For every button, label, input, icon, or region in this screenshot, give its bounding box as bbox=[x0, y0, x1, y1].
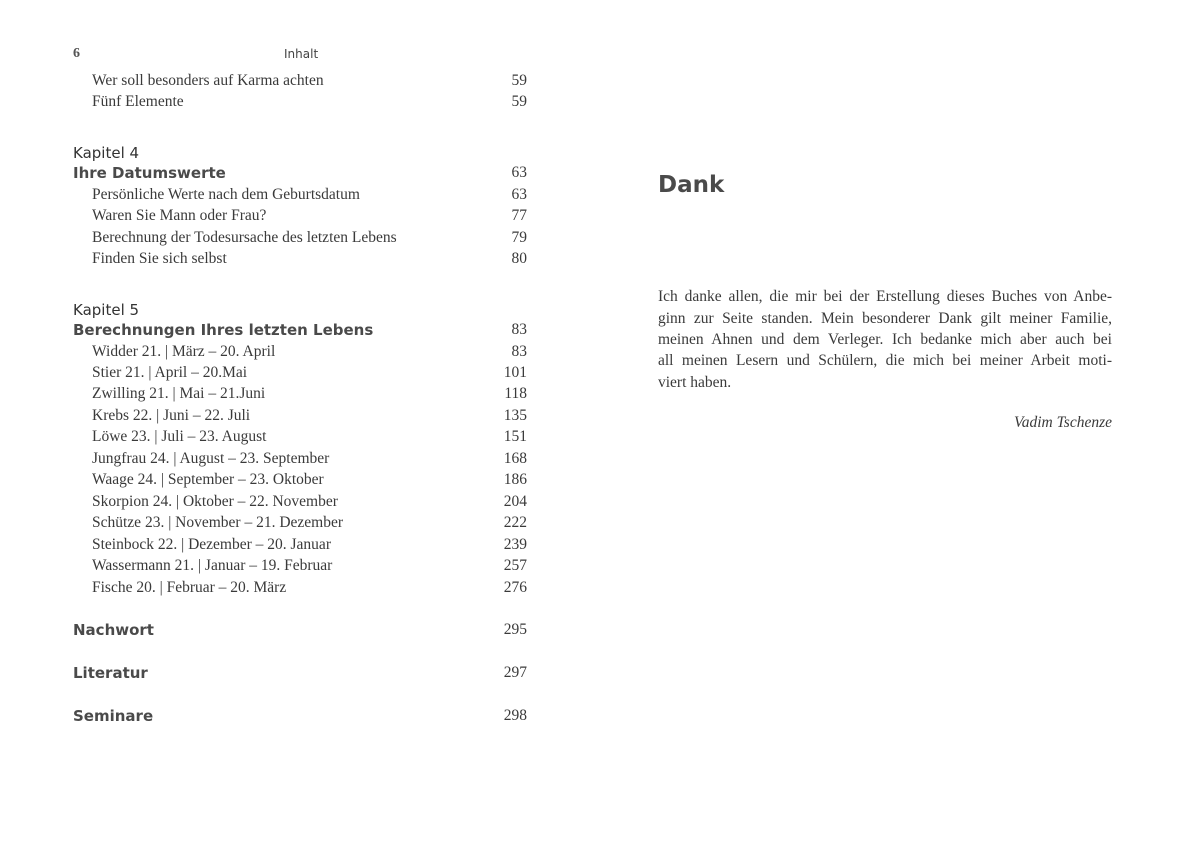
toc-entry-label: Fische 20. | Februar – 20. März bbox=[92, 579, 287, 596]
chapter-title bbox=[0, 321, 594, 343]
chapter-label: Kapitel 4 bbox=[73, 144, 140, 162]
paragraph-line: all meinen Lesern und Schülern, die mich bei meiner Arbeit moti- bbox=[658, 352, 1112, 369]
toc-entry bbox=[0, 450, 594, 472]
toc-entry bbox=[0, 579, 594, 601]
toc-entry-label: Wer soll besonders auf Karma achten bbox=[92, 72, 324, 89]
toc-entry bbox=[0, 407, 594, 429]
toc-entry-label: Löwe 23. | Juli – 23. August bbox=[92, 428, 267, 445]
toc-main-entry-page: 295 bbox=[503, 621, 527, 638]
chapter-label: Kapitel 5 bbox=[73, 301, 140, 319]
toc-main-entry-label: Seminare bbox=[73, 707, 154, 725]
toc-entry-page: 222 bbox=[503, 514, 527, 531]
toc-entry-label: Krebs 22. | Juni – 22. Juli bbox=[92, 407, 251, 424]
paragraph-line: meinen Ahnen und dem Verleger. Ich bedanke mich aber auch bei bbox=[658, 331, 1112, 348]
toc-entry-page: 83 bbox=[511, 343, 527, 360]
chapter-title-label: Ihre Datumswerte bbox=[73, 164, 226, 182]
signature: Vadim Tschenze bbox=[1013, 414, 1112, 431]
toc-entry bbox=[0, 72, 594, 94]
page-number: 6 bbox=[73, 46, 80, 61]
chapter-title bbox=[0, 164, 594, 186]
toc-main-entry-page: 297 bbox=[503, 664, 527, 681]
toc-entry bbox=[0, 428, 594, 450]
toc-entry-page: 135 bbox=[503, 407, 527, 424]
toc-entry-page: 239 bbox=[503, 536, 527, 553]
toc-entry-page: 77 bbox=[511, 207, 527, 224]
toc-entry-page: 59 bbox=[511, 93, 527, 110]
toc-entry bbox=[0, 343, 594, 365]
toc-entry bbox=[0, 557, 594, 579]
toc-main-entry-page: 298 bbox=[503, 707, 527, 724]
toc-entry-label: Finden Sie sich selbst bbox=[92, 250, 227, 267]
toc-entry-page: 257 bbox=[503, 557, 527, 574]
toc-entry bbox=[0, 229, 594, 251]
toc-entry bbox=[0, 493, 594, 515]
toc-main-entry bbox=[0, 664, 594, 686]
toc-entry-page: 276 bbox=[503, 579, 527, 596]
chapter-title-label: Berechnungen Ihres letzten Lebens bbox=[73, 321, 374, 339]
toc-entry-label: Skorpion 24. | Oktober – 22. November bbox=[92, 493, 338, 510]
toc-entry-page: 59 bbox=[511, 72, 527, 89]
toc-entry-page: 204 bbox=[503, 493, 527, 510]
chapter-title-page: 83 bbox=[511, 321, 527, 338]
toc-entry-page: 80 bbox=[511, 250, 527, 267]
toc-entry-page: 118 bbox=[504, 385, 527, 402]
toc-main-entry-label: Nachwort bbox=[73, 621, 154, 639]
running-header: Inhalt bbox=[284, 47, 319, 61]
page-title: Dank bbox=[658, 172, 725, 198]
toc-entry bbox=[0, 364, 594, 386]
toc-entry-label: Stier 21. | April – 20.Mai bbox=[92, 364, 248, 381]
toc-main-entry bbox=[0, 707, 594, 729]
toc-entry-label: Berechnung der Todesursache des letzten Lebens bbox=[92, 229, 397, 246]
chapter-title-page: 63 bbox=[511, 164, 527, 181]
toc-entry bbox=[0, 536, 594, 558]
toc-entry-label: Waren Sie Mann oder Frau? bbox=[92, 207, 267, 224]
toc-entry-label: Fünf Elemente bbox=[92, 93, 184, 110]
right-page-acknowledgement bbox=[594, 0, 1188, 863]
toc-main-entry-label: Literatur bbox=[73, 664, 148, 682]
toc-entry-label: Zwilling 21. | Mai – 21.Juni bbox=[92, 385, 266, 402]
paragraph-line: Ich danke allen, die mir bei der Erstellung dieses Buches von Anbe- bbox=[658, 288, 1112, 305]
toc-entry bbox=[0, 250, 594, 272]
paragraph-line: viert haben. bbox=[658, 374, 732, 391]
toc-entry-label: Waage 24. | September – 23. Oktober bbox=[92, 471, 324, 488]
paragraph-line: ginn zur Seite standen. Mein besonderer Dank gilt meiner Familie, bbox=[658, 310, 1112, 327]
toc-entry bbox=[0, 93, 594, 115]
toc-entry-label: Schütze 23. | November – 21. Dezember bbox=[92, 514, 344, 531]
toc-entry-page: 101 bbox=[503, 364, 527, 381]
toc-entry-page: 63 bbox=[511, 186, 527, 203]
toc-entry-page: 79 bbox=[511, 229, 527, 246]
toc-entry-label: Wassermann 21. | Januar – 19. Februar bbox=[92, 557, 333, 574]
toc-main-entry bbox=[0, 621, 594, 643]
toc-entry-label: Persönliche Werte nach dem Geburtsdatum bbox=[92, 186, 360, 203]
toc-entry bbox=[0, 514, 594, 536]
toc-entry-page: 186 bbox=[503, 471, 527, 488]
toc-entry-page: 151 bbox=[503, 428, 527, 445]
toc-entry bbox=[0, 471, 594, 493]
toc-entry bbox=[0, 207, 594, 229]
toc-entry-label: Jungfrau 24. | August – 23. September bbox=[92, 450, 330, 467]
toc-entry bbox=[0, 385, 594, 407]
toc-entry bbox=[0, 186, 594, 208]
toc-entry-page: 168 bbox=[503, 450, 527, 467]
toc-entry-label: Steinbock 22. | Dezember – 20. Januar bbox=[92, 536, 331, 553]
toc-entry-label: Widder 21. | März – 20. April bbox=[92, 343, 276, 360]
